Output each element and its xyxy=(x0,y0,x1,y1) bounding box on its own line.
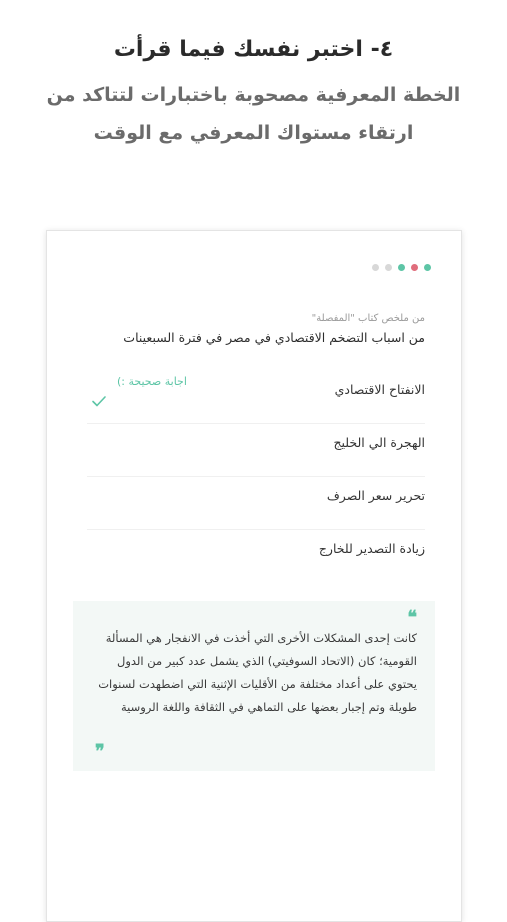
answer-option-label: زيادة التصدير للخارج xyxy=(318,541,425,556)
quote-close-icon: ❞ xyxy=(95,741,105,762)
book-source: من ملخص كتاب "المفصلة" xyxy=(311,313,425,324)
answer-option[interactable] xyxy=(87,424,425,477)
answer-option[interactable] xyxy=(87,477,425,530)
progress-dot xyxy=(385,264,392,271)
answer-options xyxy=(87,371,425,582)
progress-dot xyxy=(411,264,418,271)
quote-text: كانت إحدى المشكلات الأخرى التي أخذت في الانفجار هي المسألة القومية؛ كان (الاتحاد السوفيتي) الذي يشمل عدد كبير من الدول يحتوي على أعداد مختلفة من الأقليات الإثنية التي اضطهدت لسنوات طويلة وتم إجبار بعضها على التماهي في الثقافة واللغة الروسية xyxy=(98,631,417,714)
progress-dot xyxy=(398,264,405,271)
header xyxy=(0,30,507,152)
correct-answer-feedback: اجابة صحيحة :) xyxy=(117,375,187,388)
progress-dot xyxy=(372,264,379,271)
quote-open-icon: ❝ xyxy=(407,607,417,628)
page-subtitle: الخطة المعرفية مصحوبة باختبارات لتتاكد من ارتقاء مستواك المعرفي مع الوقت xyxy=(46,84,461,144)
answer-option[interactable] xyxy=(87,371,425,424)
answer-option-label: الهجرة الي الخليج xyxy=(333,435,425,450)
page-title: ٤- اختبر نفسك فيما قرأت xyxy=(113,37,394,62)
quote-box xyxy=(73,601,435,771)
progress-dot xyxy=(424,264,431,271)
answer-option-label: الانفتاح الاقتصادي xyxy=(334,382,425,397)
check-icon xyxy=(91,393,107,409)
answer-option-label: تحرير سعر الصرف xyxy=(326,488,425,503)
answer-option[interactable] xyxy=(87,530,425,582)
question-text: من اسباب التضخم الاقتصادي في مصر في فترة السبعينات xyxy=(123,330,425,345)
quiz-card xyxy=(46,230,462,922)
progress-dots xyxy=(372,264,431,271)
